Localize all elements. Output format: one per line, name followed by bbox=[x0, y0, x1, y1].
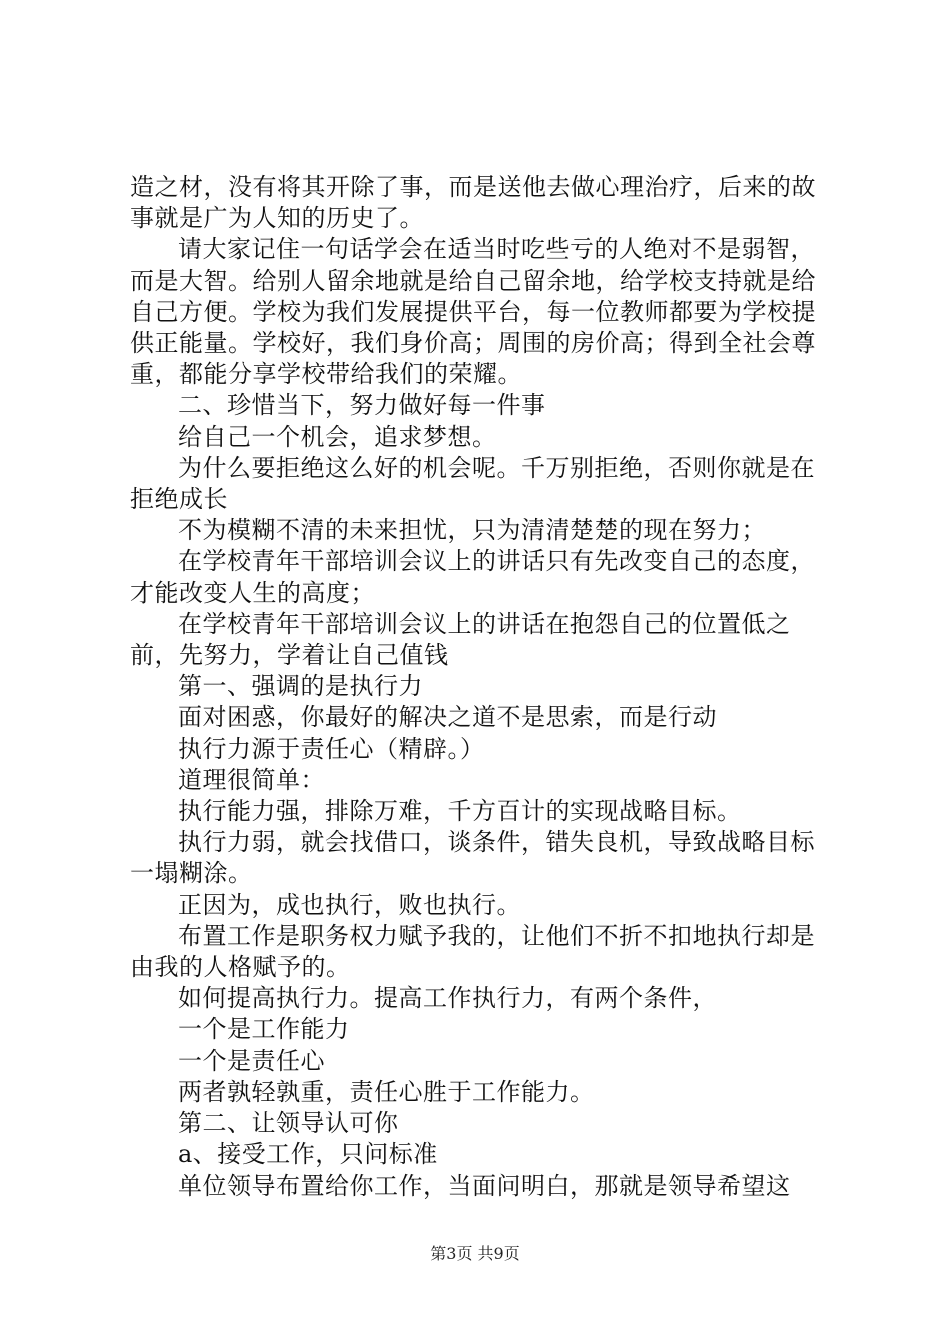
paragraph-4: 给自己一个机会，追求梦想。 bbox=[178, 422, 497, 451]
paragraph-18: 一个是工作能力 bbox=[178, 1015, 350, 1044]
paragraph-7: 在学校青年干部培训会议上的讲话只有先改变自己的态度，才能改变人生的高度； bbox=[130, 547, 815, 607]
page-footer bbox=[0, 1244, 950, 1264]
paragraph-10: 面对困惑，你最好的解决之道不是思索，而是行动 bbox=[178, 703, 717, 732]
paragraph-1: 造之材，没有将其开除了事，而是送他去做心理治疗，后来的故事就是广为人知的历史了。 bbox=[130, 173, 816, 233]
paragraph-14: 执行力弱，就会找借口，谈条件，错失良机，导致战略目标一塌糊涂。 bbox=[130, 828, 815, 888]
paragraph-5: 为什么要拒绝这么好的机会呢。千万别拒绝，否则你就是在拒绝成长 bbox=[130, 453, 815, 514]
paragraph-6: 不为模糊不清的未来担忧，只为清清楚楚的现在努力； bbox=[178, 516, 766, 545]
page-number-label: 第3页 共9页 bbox=[430, 1244, 520, 1263]
paragraph-8: 在学校青年干部培训会议上的讲话在抱怨自己的位置低之前，先努力，学着让自己值钱 bbox=[130, 609, 791, 670]
paragraph-20: 两者孰轻孰重，责任心胜于工作能力。 bbox=[178, 1077, 595, 1106]
paragraph-12: 道理很简单： bbox=[178, 765, 325, 794]
paragraph-23: 单位领导布置给你工作，当面问明白，那就是领导希望这 bbox=[178, 1171, 791, 1200]
section-heading-2: 二、珍惜当下，努力做好每一件事 bbox=[178, 391, 546, 420]
paragraph-13: 执行能力强，排除万难，千方百计的实现战略目标。 bbox=[178, 797, 742, 826]
paragraph-11: 执行力源于责任心（精辟。） bbox=[178, 734, 485, 763]
paragraph-22: a、接受工作，只问标准 bbox=[178, 1140, 438, 1169]
paragraph-17: 如何提高执行力。提高工作执行力，有两个条件， bbox=[178, 984, 717, 1013]
subheading-second: 第二、让领导认可你 bbox=[178, 1109, 399, 1138]
paragraph-19: 一个是责任心 bbox=[178, 1046, 325, 1075]
document-body bbox=[130, 172, 835, 1202]
paragraph-2: 请大家记住一句话学会在适当时吃些亏的人绝对不是弱智，而是大智。给别人留余地就是给自己留余地，给学校支持就是给自己方便。学校为我们发展提供平台，每一位教师都要为学校提供正能量。学校好，我们身价高；周围的房价高；得到全社会尊重，都能分享学校带给我们的荣耀。 bbox=[130, 235, 816, 389]
paragraph-15: 正因为，成也执行，败也执行。 bbox=[178, 890, 521, 919]
paragraph-16: 布置工作是职务权力赋予我的，让他们不折不扣地执行却是由我的人格赋予的。 bbox=[130, 921, 815, 982]
subheading-first: 第一、强调的是执行力 bbox=[178, 672, 423, 701]
